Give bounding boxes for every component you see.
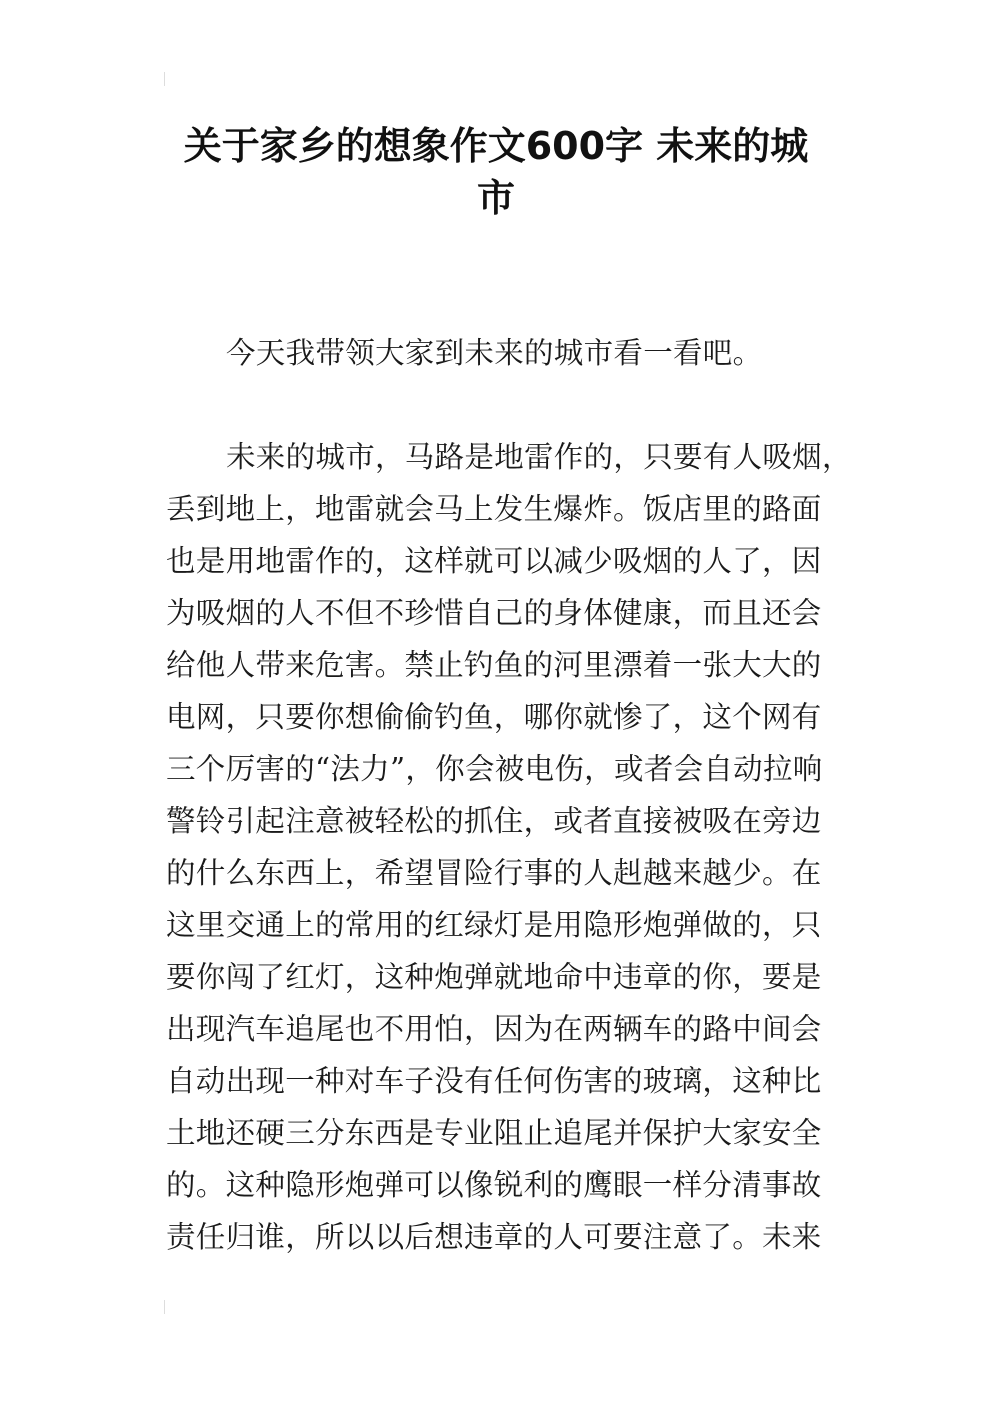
paragraph-body bbox=[166, 431, 852, 1263]
text-line: 责任归谁，所以以后想违章的人可要注意了。未来 bbox=[166, 1220, 822, 1254]
text-line: 为吸烟的人不但不珍惜自己的身体健康，而且还会 bbox=[166, 596, 822, 630]
text-line: 今天我带领大家到未来的城市看一看吧。 bbox=[226, 336, 763, 370]
text-line: 三个厉害的“法力”，你会被电伤，或者会自动拉响 bbox=[166, 752, 823, 786]
text-line: 也是用地雷作的，这样就可以减少吸烟的人了，因 bbox=[166, 544, 822, 578]
text-line: 出现汽车追尾也不用怕，因为在两辆车的路中间会 bbox=[166, 1012, 822, 1046]
paragraph-intro bbox=[166, 327, 846, 379]
text-line: 的。这种隐形炮弹可以像锐利的鹰眼一样分清事故 bbox=[166, 1168, 822, 1202]
page-corner-mark bbox=[164, 1300, 165, 1314]
text-line: 丢到地上，地雷就会马上发生爆炸。饭店里的路面 bbox=[166, 492, 822, 526]
page-corner-mark bbox=[164, 72, 165, 86]
text-line: 要你闯了红灯，这种炮弹就地命中违章的你，要是 bbox=[166, 960, 822, 994]
text-line: 未来的城市，马路是地雷作的，只要有人吸烟， bbox=[226, 440, 852, 474]
document-title bbox=[160, 120, 832, 224]
title-line: 关于家乡的想象作文600字 未来的城 bbox=[183, 124, 809, 168]
text-line: 电网，只要你想偷偷钓鱼，哪你就惨了，这个网有 bbox=[166, 700, 822, 734]
text-line: 这里交通上的常用的红绿灯是用隐形炮弹做的，只 bbox=[166, 908, 822, 942]
text-line: 给他人带来危害。禁止钓鱼的河里漂着一张大大的 bbox=[166, 648, 822, 682]
title-line: 市 bbox=[476, 176, 515, 220]
text-line: 自动出现一种对车子没有任何伤害的玻璃，这种比 bbox=[166, 1064, 822, 1098]
text-line: 警铃引起注意被轻松的抓住，或者直接被吸在旁边 bbox=[166, 804, 822, 838]
text-line: 的什么东西上，希望冒险行事的人赳越来越少。在 bbox=[166, 856, 822, 890]
text-line: 土地还硬三分东西是专业阻止追尾并保护大家安全 bbox=[166, 1116, 822, 1150]
